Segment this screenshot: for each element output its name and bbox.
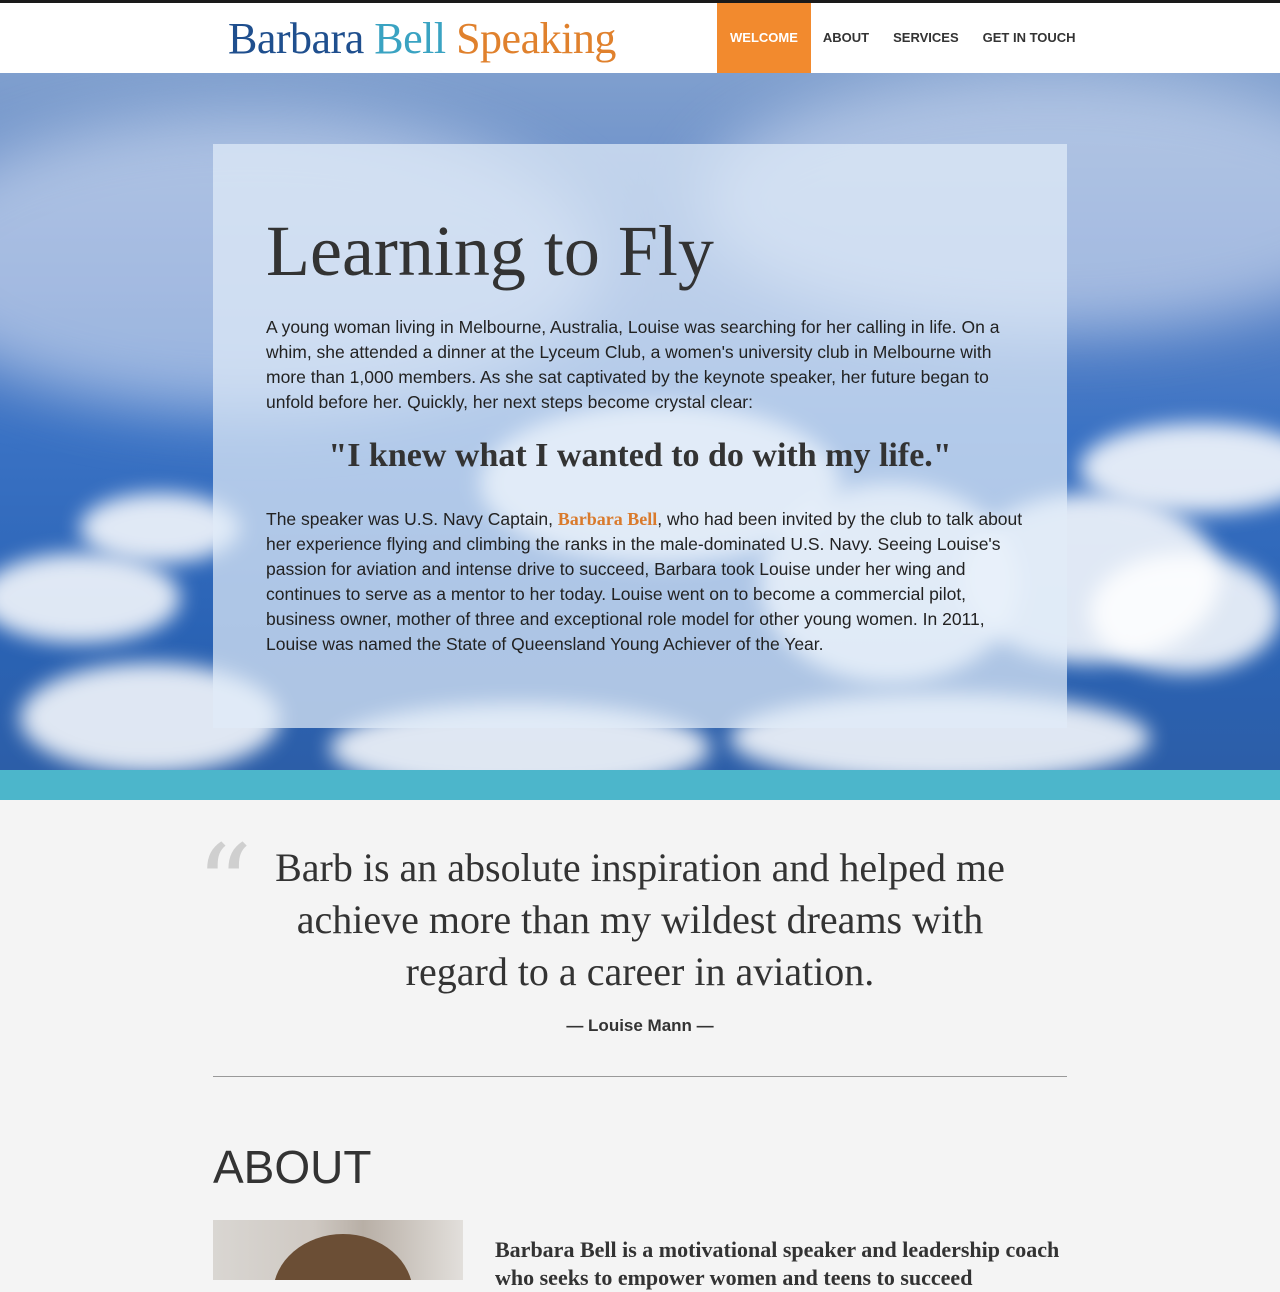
site-logo[interactable] [228,13,616,64]
testimonial-author: — Louise Mann — [566,1016,714,1035]
story-quote: "I knew what I wanted to do with my life." [328,437,952,474]
about-heading: ABOUT [213,1141,372,1193]
testimonial-text: Barb is an absolute inspiration and helped me achieve more than my wildest dreams with regard to a career in aviation. [275,845,1005,994]
logo-word-speaking: Speaking [456,14,616,63]
page-title: Learning to Fly [266,211,714,291]
barbara-bell-link[interactable]: Barbara Bell [557,509,658,529]
section-divider [213,1076,1067,1077]
nav-welcome[interactable]: WELCOME [717,3,811,73]
portrait-hair [273,1234,413,1280]
cloud [0,553,180,643]
nav-services[interactable]: SERVICES [893,30,959,45]
teal-divider-band [0,770,1280,800]
logo-word-bell: Bell [374,14,446,63]
main-nav [717,3,1088,73]
story-paragraph-2-end: , who had been invited by the club to talk about her experience flying and climbing the ranks in the male-dominated U.S. Navy. Seeing Louise's passion for aviation and intense drive to succeed, Barbara took Louise under her wing and continues to serve as a mentor to her today. Louise went on to become a commercial pilot, business owner, mother of three and exceptional role model for other young women. In 2011, Louise was named the State of Queensland Young Achiever of the Year. [266,509,1023,654]
logo-word-barbara: Barbara [228,14,364,63]
story-card [213,144,1067,728]
nav-get-in-touch[interactable]: GET IN TOUCH [982,30,1076,45]
site-header [0,0,1280,73]
story-paragraph-1: A young woman living in Melbourne, Australia, Louise was searching for her calling in life. On a whim, she attended a dinner at the Lyceum Club, a women's university club in Melbourne with more than 1,000 members. As she sat captivated by the keynote speaker, her future began to unfold before her. Quickly, her next steps become crystal clear: [266,317,1000,412]
nav-about[interactable]: ABOUT [822,30,870,45]
about-intro-text: Barbara Bell is a motivational speaker and leadership coach who seeks to empower women and teens to succeed [495,1237,1060,1290]
story-paragraph-2-start: The speaker was U.S. Navy Captain, [266,509,558,529]
story-paragraph-2 [266,507,1026,657]
about-photo [213,1220,463,1280]
quote-mark-icon: “ [196,821,253,949]
hero-sky-background [0,73,1280,770]
